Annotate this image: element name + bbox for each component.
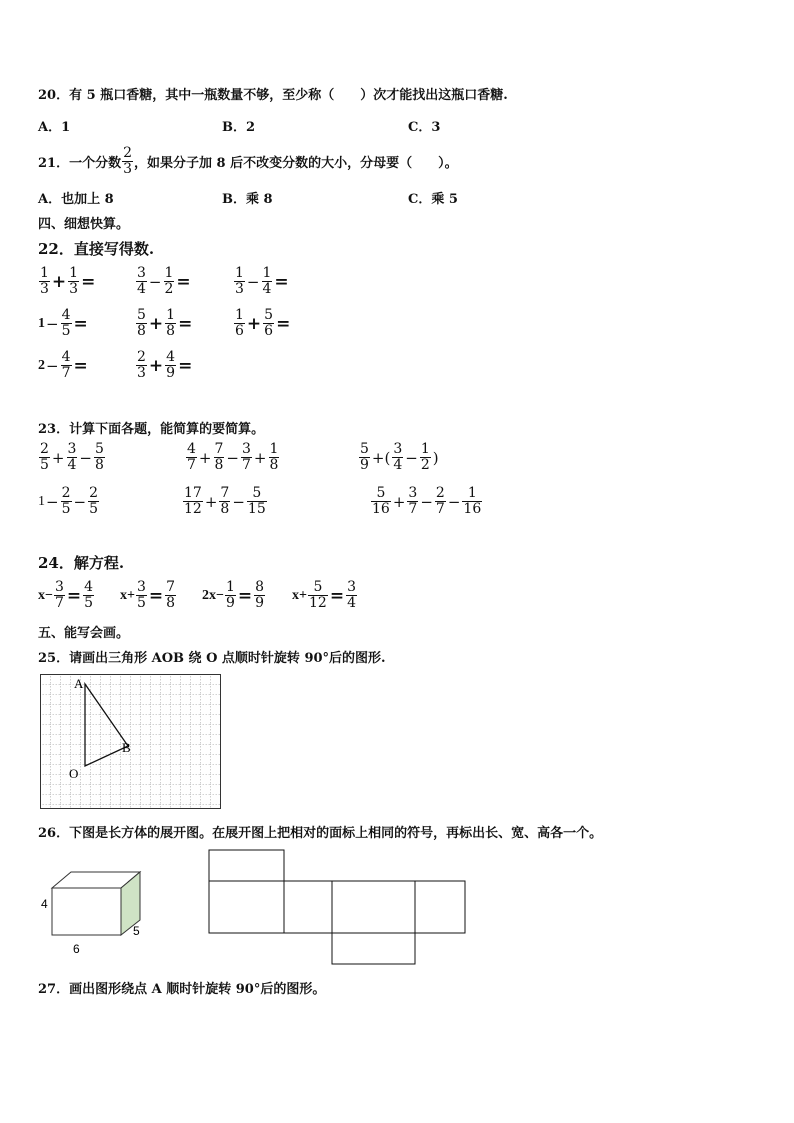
q24-equation-2: x+ $\frac{3}{5}$ = $\frac{7}{8}$ xyxy=(120,579,176,611)
q24-equation-4: x+ $\frac{5}{12}$ = $\frac{3}{4}$ xyxy=(292,579,356,611)
point-o-label: O xyxy=(69,766,79,781)
q21-prefix: 21．一个分数 xyxy=(38,156,122,171)
q24-title: 24．解方程. xyxy=(38,554,125,572)
point-b-label: B xyxy=(122,740,131,755)
q20-text: 20．有 5 瓶口香糖，其中一瓶数量不够，至少称（ ）次才能找出这瓶口香糖. xyxy=(38,88,508,103)
q23-expr-3: $\frac{5}{9}$ +( $\frac{3}{4}$ − $\frac{1}{2}$ ) xyxy=(360,441,439,473)
net-face-bottom xyxy=(332,933,415,964)
q22-item-4: 1 − $\frac{4}{5}$ = xyxy=(38,307,88,339)
q22-item-6: $\frac{1}{6}$ + $\frac{5}{6}$ = xyxy=(235,307,291,339)
q23-expr-4: 1 − $\frac{2}{5}$ − $\frac{2}{5}$ xyxy=(38,485,98,517)
q22-item-2: $\frac{3}{4}$ − $\frac{1}{2}$ = xyxy=(137,265,191,297)
q27-text: 27．画出图形绕点 A 顺时针旋转 90°后的图形。 xyxy=(38,982,326,997)
net-face-1 xyxy=(209,881,284,933)
section-4-heading: 四、细想快算。 xyxy=(38,217,130,232)
q23-title: 23．计算下面各题，能简算的要简算。 xyxy=(38,422,265,437)
denominator: 3 xyxy=(123,161,133,177)
q21-option-a: A．也加上 8 xyxy=(38,192,114,207)
q22-item-5: $\frac{5}{8}$ + $\frac{1}{8}$ = xyxy=(137,307,193,339)
q22-item-3: $\frac{1}{3}$ − $\frac{1}{4}$ = xyxy=(235,265,289,297)
net-face-2 xyxy=(284,881,332,933)
width-label: 5 xyxy=(133,924,140,938)
q23-expr-6: $\frac{5}{16}$ + $\frac{3}{7}$ − $\frac{2}{7}$ − $\frac{1}{16}$ xyxy=(372,485,482,517)
net-face-4 xyxy=(415,881,465,933)
height-label: 4 xyxy=(41,897,48,911)
cuboid-net-figure xyxy=(205,846,470,968)
q21-suffix: ，如果分子加 8 后不改变分数的大小，分母要（ ）。 xyxy=(134,156,458,171)
q21-option-b: B．乘 8 xyxy=(222,192,273,207)
q23-expr-5: $\frac{17}{12}$ + $\frac{7}{8}$ − $\frac{5}{15}$ xyxy=(184,485,266,517)
q26-text: 26．下图是长方体的展开图。在展开图上把相对的面标上相同的符号，再标出长、宽、高各一个。 xyxy=(38,826,603,841)
q24-equation-3: 2x− $\frac{1}{9}$ = $\frac{8}{9}$ xyxy=(202,579,265,611)
point-a-label: A xyxy=(74,676,84,691)
q22-item-7: 2 − $\frac{4}{7}$ = xyxy=(38,349,88,381)
q20-option-b: B．2 xyxy=(222,120,256,135)
q22-title: 22．直接写得数. xyxy=(38,240,155,258)
cuboid-figure xyxy=(36,864,156,956)
q25-text: 25．请画出三角形 AOB 绕 O 点顺时针旋转 90°后的图形. xyxy=(38,651,386,666)
q20-option-a: A．1 xyxy=(38,120,71,135)
section-5-heading: 五、能写会画。 xyxy=(38,626,130,641)
net-face-top xyxy=(209,850,284,881)
numerator: 2 xyxy=(123,145,133,161)
q21-fraction xyxy=(122,146,133,177)
q24-equation-1: x− $\frac{3}{7}$ = $\frac{4}{5}$ xyxy=(38,579,94,611)
q25-grid-figure xyxy=(40,674,222,810)
q22-item-8: $\frac{2}{3}$ + $\frac{4}{9}$ = xyxy=(137,349,193,381)
q23-expr-2: $\frac{4}{7}$ + $\frac{7}{8}$ − $\frac{3}{7}$ + $\frac{1}{8}$ xyxy=(187,441,279,473)
q20-option-c: C．3 xyxy=(408,120,441,135)
q22-item-1: $\frac{1}{3}$ + $\frac{1}{3}$ = xyxy=(40,265,96,297)
q23-expr-1: $\frac{2}{5}$ + $\frac{3}{4}$ − $\frac{5}{8}$ xyxy=(40,441,104,473)
q21-option-c: C．乘 5 xyxy=(408,192,458,207)
net-face-3 xyxy=(332,881,415,933)
length-label: 6 xyxy=(73,942,80,956)
q21-text xyxy=(38,146,458,177)
